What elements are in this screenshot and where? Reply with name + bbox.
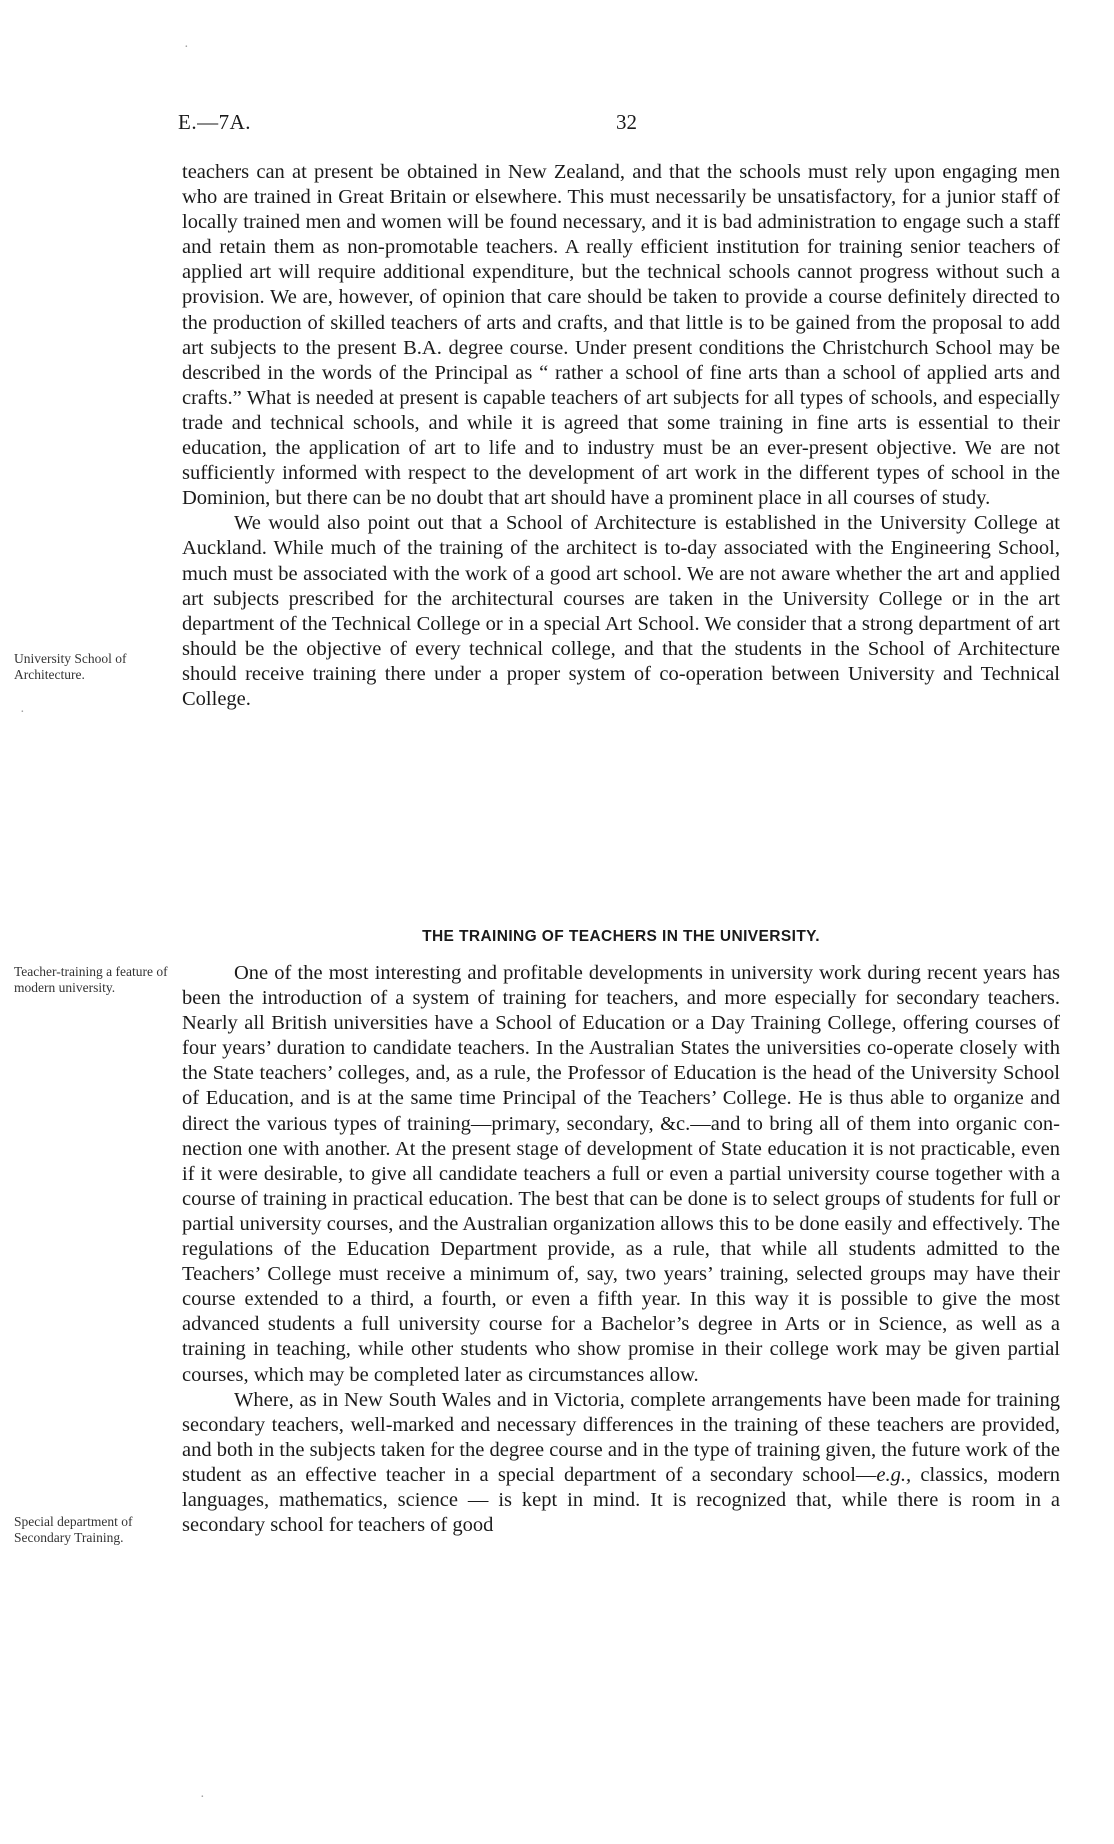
margin-note-teacher-training: Teacher-training a feature of modern university.: [14, 964, 168, 995]
paragraph-art-teachers: teachers can at present be obtained in New Zealand, and that the schools must rely upon engaging men who are trained in Great Britain or elsewhere. This must necessarily be unsatisfactory, for a junior staff of locally trained men and women will be found necessary, and it is bad administration to engage such a staff and retain them as non-promotable teachers. A really efficient institution for training senior teachers of applied art will require additional expenditure, but the technical schools cannot progress without such a provision. We are, however, of opinion that care should be taken to provide a course definitely directed to the production of skilled teachers of arts and crafts, and that little is to be gained from the proposal to add art subjects to the present B.A. degree course. Under present conditions the Christchurch School may be described in the words of the Principal as “ rather a school of fine arts than a school of applied arts and crafts.” What is needed at present is capable teachers of art subjects for all types of schools, and especially trade and technical schools, and while it is agreed that some training in fine arts is essential to their education, the application of art to life and to industry must be an ever-present objective. We are not sufficiently informed with respect to the development of art work in the different types of school in the Dominion, but there can be no doubt that art should have a prominent place in all courses of study.: [182, 161, 1060, 510]
scan-mark: ·: [200, 1790, 205, 1805]
margin-note-secondary-training: Special department of Secondary Training.: [14, 1514, 133, 1545]
paragraph-secondary-training-end: classics, modern languages, mathematics, science — is kept in mind. It is recognized that, while there is room in a secondary school for teachers of good: [182, 1463, 1060, 1537]
paragraph-secondary-training-start: Where, as in New South Wales and in Victoria, complete arrangements have been made for training secondary teachers, well-marked and necessary differences in the training of these teachers are provided, and both in the subjects taken for the degree course and in the type of training given, the future work of the student as an effective teacher in a special department of a secondary school—: [182, 1388, 1060, 1486]
margin-note-architecture: University School of Architecture.: [14, 651, 127, 682]
scan-mark: ·: [184, 40, 189, 55]
paragraph-school-of-architecture: We would also point out that a School of Architecture is established in the University College at Auckland. While much of the training of the architect is to-day associated with the Engineering School, much must be associated with the work of a good art school. We are not aware whether the art and applied art subjects prescribed for the architectural courses are taken in the University College or in the art department of the Technical College or in a special Art School. We consider that a strong department of art should be the objective of every technical college, and that the students in the School of Architecture should receive training there under a proper system of co-operation between University and Technical College.: [182, 512, 1060, 710]
text-block-bottom: [182, 961, 1060, 1538]
report-reference: E.—7A.: [178, 110, 251, 134]
section-heading: THE TRAINING OF TEACHERS IN THE UNIVERSITY.: [422, 928, 820, 945]
paragraph-teacher-training: One of the most interesting and profitable developments in university work during recent years has been the introduction of a system of training for teachers, and more especially for secondary teachers. Nearly all British universities have a School of Education or a Day Training College, offering courses of four years’ duration to candidate teachers. In the Australian States the universities co-operate closely with the State teachers’ colleges, and, as a rule, the Professor of Education is the head of the University School of Education, and is at the same time Principal of the Teachers’ College. He is thus able to organize and direct the various types of training—primary, secondary, &c.—and to bring all of them into organic connection one with another. At the present stage of development of State education it is not practicable, even if it were desirable, to give all candidate teachers a full or even a partial university course together with a course of training in practical education. The best that can be done is to select groups of students for full or partial university courses, and the Australian organization allows this to be done easily and effectively. The regulations of the Education Department provide, as a rule, that while all students admitted to the Teachers’ College must receive a minimum of, say, two years’ training, selected groups may have their course extended to a third, a fourth, or even a fifth year. In this way it is possible to give the most advanced students a full university course for a Bachelor’s degree in Arts or in Science, as well as a training in teaching, while other students who show promise in their college work may be given partial courses, which may be completed later as circumstances allow.: [182, 962, 1060, 1386]
eg-abbreviation: e.g.,: [876, 1463, 912, 1486]
page-number: 32: [616, 110, 637, 134]
paragraph-secondary-training: [182, 1388, 1060, 1539]
scan-mark: ·: [20, 705, 25, 720]
page-header: [178, 110, 1074, 140]
text-block-top: [182, 160, 1060, 712]
